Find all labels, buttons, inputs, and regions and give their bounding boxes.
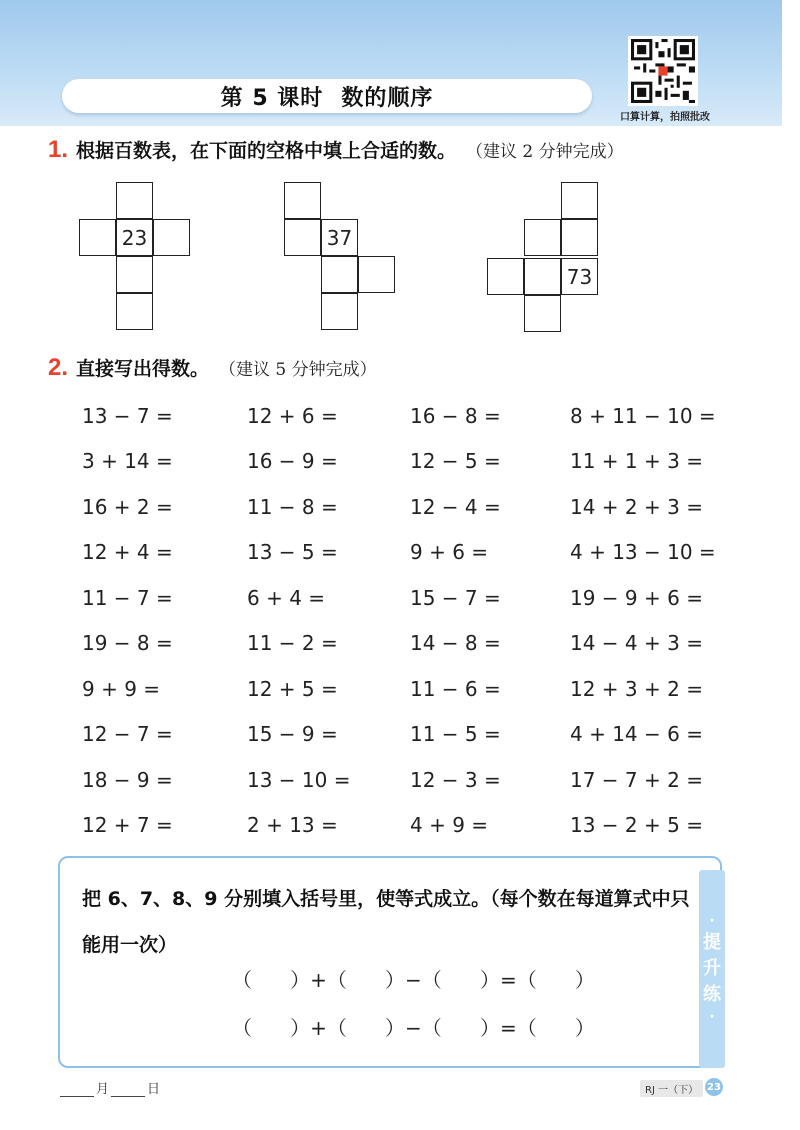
calc-item: 12 + 3 + 2 =	[570, 676, 703, 701]
month-blank[interactable]	[60, 1083, 94, 1097]
calc-item: 12 + 7 =	[82, 813, 173, 838]
calc-item: 17 − 7 + 2 =	[570, 767, 703, 792]
calc-item: 13 − 10 =	[247, 767, 351, 792]
calc-item: 6 + 4 =	[247, 585, 326, 610]
qr-caption: 口算计算，拍照批改	[620, 112, 710, 123]
calc-row	[82, 439, 722, 485]
calc-item: 12 − 3 =	[410, 767, 501, 792]
date-field	[58, 1078, 160, 1097]
calc-item: 16 + 2 =	[82, 494, 173, 519]
calc-item: 16 − 8 =	[410, 403, 501, 428]
side-tab-char: 升	[703, 958, 721, 979]
page-number: 23	[705, 1078, 723, 1096]
grid-given-cell: 23	[116, 219, 153, 256]
calc-item: 13 − 7 =	[82, 403, 173, 428]
calc-item: 16 − 9 =	[247, 449, 338, 474]
lesson-label: 第 5 课时	[220, 85, 324, 111]
calc-item: 12 − 4 =	[410, 494, 501, 519]
calc-item: 8 + 11 − 10 =	[570, 403, 716, 428]
grid-blank-cell[interactable]	[116, 256, 153, 293]
side-tab	[699, 870, 725, 1068]
calc-item: 15 − 9 =	[247, 722, 338, 747]
calc-row	[82, 621, 722, 667]
calc-item: 4 + 9 =	[410, 813, 489, 838]
calc-item: 4 + 13 − 10 =	[570, 540, 716, 565]
calc-item: 18 − 9 =	[82, 767, 173, 792]
calc-item: 14 + 2 + 3 =	[570, 494, 703, 519]
grid-blank-cell[interactable]	[524, 219, 561, 256]
calc-item: 2 + 13 =	[247, 813, 338, 838]
grid-blank-cell[interactable]	[358, 256, 395, 293]
calc-item: 3 + 14 =	[82, 449, 173, 474]
calc-item: 11 − 8 =	[247, 494, 338, 519]
grid-blank-cell[interactable]	[487, 258, 524, 295]
side-tab-dot: ·	[709, 1009, 715, 1025]
calc-item: 11 − 5 =	[410, 722, 501, 747]
grid-given-cell: 37	[321, 219, 358, 256]
bonus-equation[interactable]: （ ）+（ ）−（ ）=（ ）	[232, 968, 595, 992]
calc-row	[82, 484, 722, 530]
calc-item: 11 − 6 =	[410, 676, 501, 701]
grid-blank-cell[interactable]	[116, 293, 153, 330]
calc-row	[82, 666, 722, 712]
question-2-heading	[48, 354, 377, 382]
calc-item: 15 − 7 =	[410, 585, 501, 610]
side-tab-dot: ·	[709, 913, 715, 929]
day-blank[interactable]	[111, 1083, 145, 1097]
grid-blank-cell[interactable]	[116, 182, 153, 219]
calc-item: 4 + 14 − 6 =	[570, 722, 703, 747]
question-1-text: 根据百数表，在下面的空格中填上合适的数。	[76, 140, 457, 162]
day-label: 日	[147, 1082, 161, 1097]
edition-tag: RJ 一（下）	[640, 1080, 703, 1097]
bonus-box	[58, 856, 722, 1068]
grid-blank-cell[interactable]	[561, 182, 598, 219]
question-2-hint: （建议 5 分钟完成）	[219, 360, 377, 380]
calc-row	[82, 530, 722, 576]
grid-blank-cell[interactable]	[524, 258, 561, 295]
calc-row	[82, 712, 722, 758]
question-2-number: 2.	[48, 354, 69, 381]
calc-item: 11 − 7 =	[82, 585, 173, 610]
calc-row	[82, 803, 722, 849]
calc-item: 12 + 4 =	[82, 540, 173, 565]
calc-item: 14 − 8 =	[410, 631, 501, 656]
month-label: 月	[96, 1082, 110, 1097]
calc-item: 14 − 4 + 3 =	[570, 631, 703, 656]
calc-item: 9 + 9 =	[82, 676, 161, 701]
bonus-equation[interactable]: （ ）+（ ）−（ ）=（ ）	[232, 1016, 595, 1040]
qr-code-icon[interactable]	[628, 36, 698, 106]
lesson-title: 数的顺序	[341, 85, 434, 111]
grid-blank-cell[interactable]	[284, 219, 321, 256]
calc-item: 11 + 1 + 3 =	[570, 449, 703, 474]
question-1-number: 1.	[48, 136, 69, 163]
calc-item: 19 − 9 + 6 =	[570, 585, 703, 610]
grid-given-cell: 73	[561, 258, 598, 295]
grid-blank-cell[interactable]	[79, 219, 116, 256]
calc-item: 12 + 6 =	[247, 403, 338, 428]
side-tab-char: 提	[703, 932, 721, 953]
calc-item: 11 − 2 =	[247, 631, 338, 656]
calculation-grid	[82, 393, 722, 848]
calc-item: 12 + 5 =	[247, 676, 338, 701]
bonus-instruction: 把 6、7、8、9 分别填入括号里，使等式成立。（每个数在每道算式中只能用一次）	[82, 888, 690, 956]
lesson-title-bar	[62, 79, 592, 113]
question-2-text: 直接写出得数。	[76, 358, 210, 380]
grid-blank-cell[interactable]	[284, 182, 321, 219]
calc-item: 12 − 5 =	[410, 449, 501, 474]
calc-item: 19 − 8 =	[82, 631, 173, 656]
calc-item: 9 + 6 =	[410, 540, 489, 565]
calc-item: 13 − 2 + 5 =	[570, 813, 703, 838]
grid-blank-cell[interactable]	[561, 219, 598, 256]
calc-item: 12 − 7 =	[82, 722, 173, 747]
calc-row	[82, 757, 722, 803]
grid-blank-cell[interactable]	[153, 219, 190, 256]
calc-item: 13 − 5 =	[247, 540, 338, 565]
grid-blank-cell[interactable]	[321, 256, 358, 293]
calc-row	[82, 393, 722, 439]
side-tab-char: 练	[703, 984, 721, 1005]
question-1-heading	[48, 136, 624, 164]
grid-blank-cell[interactable]	[321, 293, 358, 330]
qr-code-graphic	[631, 39, 695, 103]
grid-blank-cell[interactable]	[524, 295, 561, 332]
question-1-hint: （建议 2 分钟完成）	[466, 142, 624, 162]
calc-row	[82, 575, 722, 621]
